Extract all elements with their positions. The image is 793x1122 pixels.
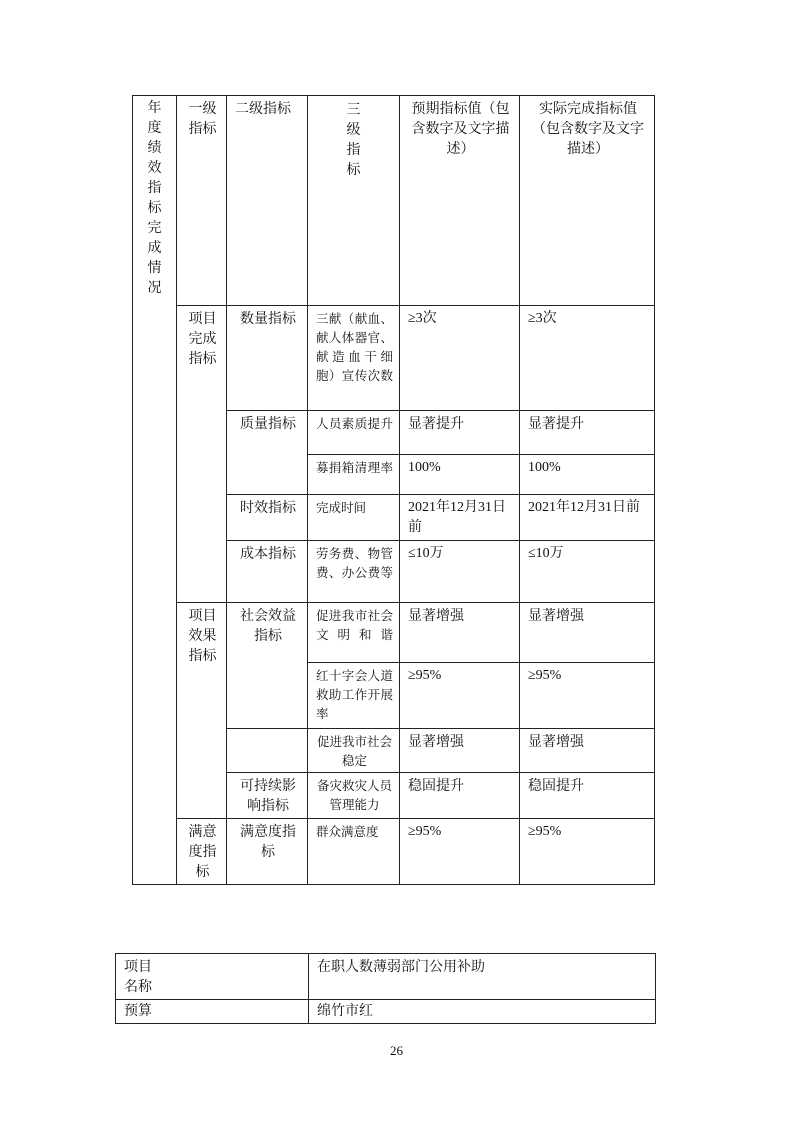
header-level3-cell [308, 96, 400, 306]
table-row-6-level3 [308, 603, 400, 663]
cost-indicator: 成本指标 [240, 546, 296, 562]
header-actual-cell [520, 96, 655, 306]
satisfaction-indicator-group: 满意度指标 [188, 824, 217, 880]
output-indicator-group: 项目完成指标 [188, 311, 217, 367]
actual-value: 100% [528, 460, 561, 475]
header-expected-cell [400, 96, 520, 306]
table-row-7-level3 [308, 663, 400, 729]
satisfaction-indicator-group-cell [177, 819, 227, 885]
table-row-1-expected [400, 306, 520, 411]
expected-value: 显著增强 [408, 608, 464, 624]
actual-value: ≤10万 [528, 546, 564, 561]
table-row-8-actual [520, 729, 655, 773]
sustainable-indicator-cell [227, 773, 308, 819]
actual-value: ≥95% [528, 668, 562, 683]
table-row-3-actual [520, 455, 655, 495]
table-row-7-actual [520, 663, 655, 729]
expected-value: 100% [408, 460, 441, 475]
annual-performance-header-cell [133, 96, 177, 885]
table-row-9-level3 [308, 773, 400, 819]
quantity-indicator-cell [227, 306, 308, 411]
actual-value: 稳固提升 [528, 778, 584, 794]
level3-text: 募捐箱清理率 [316, 460, 393, 475]
level3-text: 群众满意度 [316, 824, 379, 839]
header-level3: 三级指标 [346, 102, 361, 178]
project-name-value-cell [309, 954, 656, 1000]
timeliness-indicator-cell [227, 495, 308, 541]
expected-value: ≥95% [408, 668, 442, 683]
quality-indicator-cell [227, 411, 308, 495]
budget-value-cell [309, 1000, 656, 1024]
budget-label-cell [116, 1000, 309, 1024]
expected-value: 显著提升 [408, 416, 464, 432]
social-indicator: 社会效益指标 [240, 608, 296, 644]
level3-text: 三献（献血、献人体器官、献造血干细胞）宣传次数 [316, 311, 393, 383]
timeliness-indicator: 时效指标 [240, 500, 296, 516]
table-row-5-actual [520, 541, 655, 603]
quality-indicator: 质量指标 [240, 416, 296, 432]
table-row-1-actual [520, 306, 655, 411]
satisfaction-level2: 满意度指标 [240, 824, 296, 860]
performance-indicator-table [132, 95, 655, 885]
level3-text: 红十字会人道救助工作开展率 [316, 668, 393, 721]
project-info-table [115, 953, 656, 1024]
social-indicator-cell [227, 603, 308, 729]
table-row-3-level3 [308, 455, 400, 495]
level3-text: 备灾救灾人员管理能力 [316, 778, 392, 812]
header-level2: 二级指标 [235, 101, 291, 117]
table-row-9-actual [520, 773, 655, 819]
table-row-2-level3 [308, 411, 400, 455]
budget-label: 预算 [124, 1003, 152, 1019]
level3-text: 劳务费、物管费、办公费等 [316, 546, 393, 580]
table-row-10-level3 [308, 819, 400, 885]
level3-text: 完成时间 [316, 500, 367, 515]
quantity-indicator: 数量指标 [240, 311, 296, 327]
expected-value: 稳固提升 [408, 778, 464, 794]
budget-value: 绵竹市红 [317, 1003, 373, 1019]
table-row-8-expected [400, 729, 520, 773]
level3-text: 促进我市社会文明和谐 [316, 608, 393, 642]
table-row-2-expected [400, 411, 520, 455]
expected-value: ≥95% [408, 824, 442, 839]
actual-value: 2021年12月31日前 [528, 500, 640, 515]
annual-performance-header: 年度绩效指标完成情况 [147, 100, 162, 296]
header-level1-cell [177, 96, 227, 306]
actual-value: 显著提升 [528, 416, 584, 432]
effect-indicator-group-cell [177, 603, 227, 819]
table-row-5-expected [400, 541, 520, 603]
table-row-10-actual [520, 819, 655, 885]
header-level1: 一级指标 [188, 101, 217, 137]
header-expected: 预期指标值（包含数字及文字描述） [411, 101, 510, 157]
table-row-1-level3 [308, 306, 400, 411]
table-row-8-level3 [308, 729, 400, 773]
expected-value: 显著增强 [408, 734, 464, 750]
page-number: 26 [390, 1043, 403, 1058]
table-row-4-expected [400, 495, 520, 541]
table-row-5-level3 [308, 541, 400, 603]
project-name-label: 项目名称 [124, 959, 152, 995]
satisfaction-level2-cell [227, 819, 308, 885]
header-actual: 实际完成指标值（包含数字及文字描述） [532, 101, 644, 157]
expected-value: ≥3次 [408, 311, 437, 326]
empty-level2-cell [227, 729, 308, 773]
actual-value: 显著增强 [528, 734, 584, 750]
actual-value: ≥95% [528, 824, 562, 839]
table-row-4-level3 [308, 495, 400, 541]
table-row-10-expected [400, 819, 520, 885]
actual-value: ≥3次 [528, 311, 557, 326]
table-row-3-expected [400, 455, 520, 495]
header-level2-cell [227, 96, 308, 306]
project-name-label-cell [116, 954, 309, 1000]
table-row-6-actual [520, 603, 655, 663]
expected-value: 2021年12月31日前 [408, 500, 506, 535]
expected-value: ≤10万 [408, 546, 444, 561]
sustainable-indicator: 可持续影响指标 [240, 778, 296, 814]
output-indicator-group-cell [177, 306, 227, 603]
level3-text: 促进我市社会稳定 [316, 734, 392, 768]
level3-text: 人员素质提升 [316, 416, 393, 431]
table-row-7-expected [400, 663, 520, 729]
table-row-2-actual [520, 411, 655, 455]
cost-indicator-cell [227, 541, 308, 603]
actual-value: 显著增强 [528, 608, 584, 624]
project-name-value: 在职人数薄弱部门公用补助 [317, 959, 485, 975]
table-row-4-actual [520, 495, 655, 541]
effect-indicator-group: 项目效果指标 [188, 608, 217, 664]
table-row-6-expected [400, 603, 520, 663]
table-row-9-expected [400, 773, 520, 819]
